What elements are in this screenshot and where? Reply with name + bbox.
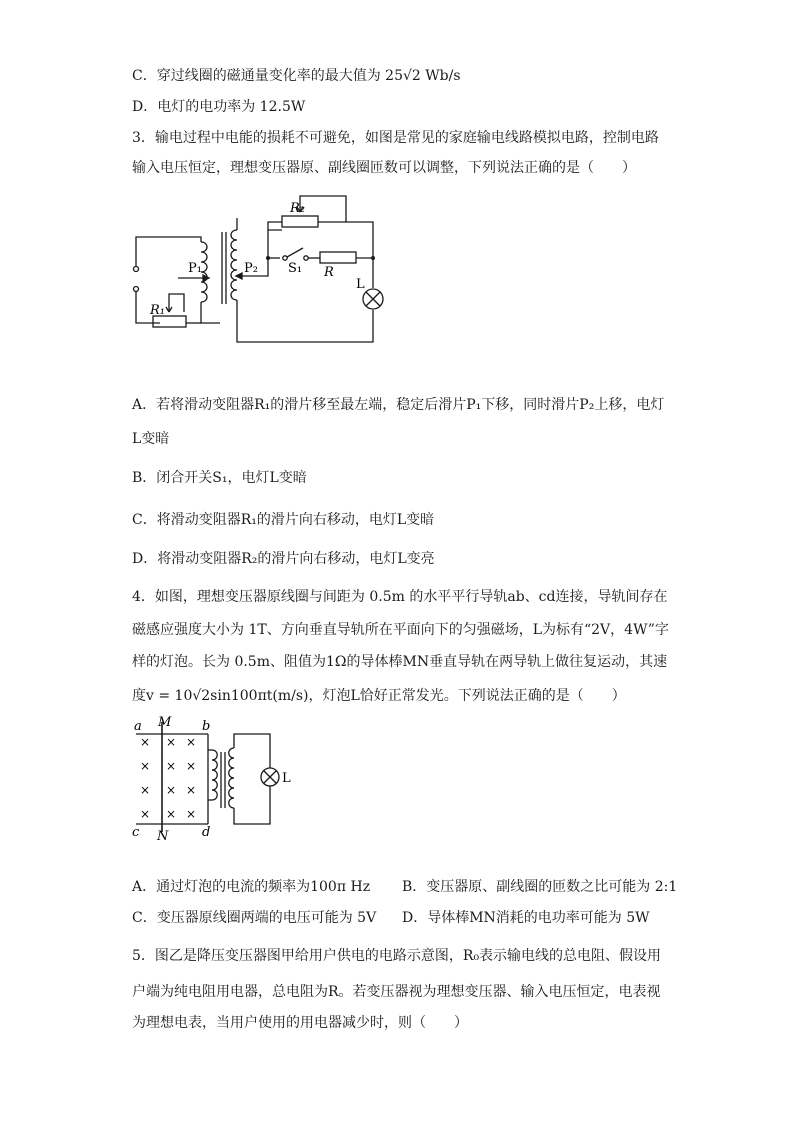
q3-option-a-line1: A．若将滑动变阻器R₁的滑片移至最左端，稳定后滑片P₁下移，同时滑片P₂上移，电灯	[132, 397, 665, 413]
q4-options-row1	[132, 877, 678, 897]
field-cross: ×	[186, 759, 197, 773]
q3-option-d: D．将滑动变阻器R₂的滑片向右移动，电灯L变亮	[132, 551, 435, 567]
q3-option-a-line2: L变暗	[132, 431, 170, 447]
label-lamp-2: L	[282, 771, 291, 786]
field-cross: ×	[166, 783, 177, 797]
field-cross: ×	[166, 735, 177, 749]
rail-transformer-diagram-q4	[126, 712, 291, 846]
label-m: M	[158, 715, 172, 730]
label-s1: S₁	[288, 261, 303, 276]
question-4-stem-line4: 度v = 10√2sin100πt(m/s)，灯泡L恰好正常发光。下列说法正确的是（ ）	[132, 688, 626, 704]
label-r2: R₂	[290, 201, 305, 216]
field-cross: ×	[140, 807, 151, 821]
q3-option-c: C．将滑动变阻器R₁的滑片向右移动，电灯L变暗	[132, 512, 435, 528]
label-r: R	[324, 265, 334, 280]
question-4-stem-line1: 4．如图，理想变压器原线圈与间距为 0.5m 的水平平行导轨ab、cd连接，导轨间存在	[132, 589, 668, 605]
field-cross: ×	[186, 735, 197, 749]
question-5-stem-line1: 5．图乙是降压变压器图甲给用户供电的电路示意图，R₀表示输电线的总电阻、假设用	[132, 948, 662, 964]
q4-options-row2	[132, 908, 672, 928]
question-5-stem-line3: 为理想电表，当用户使用的用电器减少时，则（ ）	[132, 1015, 468, 1031]
question-3-stem-line2: 输入电压恒定，理想变压器原、副线圈匝数可以调整，下列说法正确的是（ ）	[132, 160, 636, 176]
option-d-previous: D．电灯的电功率为 12.5W	[132, 99, 306, 115]
field-cross: ×	[186, 783, 197, 797]
q4-option-b: B．变压器原、副线圈的匝数之比可能为 2:1	[402, 879, 678, 895]
question-4-stem-line2: 磁感应强度大小为 1T、方向垂直导轨所在平面向下的匀强磁场，L为标有“2V，4W”字	[132, 622, 669, 638]
q4-option-c: C．变压器原线圈两端的电压可能为 5V	[132, 910, 377, 926]
label-lamp: L	[356, 277, 365, 292]
label-p2: P₂	[244, 261, 258, 276]
label-r1: R₁	[150, 303, 165, 318]
field-cross: ×	[140, 783, 151, 797]
field-cross: ×	[186, 807, 197, 821]
label-d: d	[202, 825, 211, 840]
field-cross: ×	[166, 759, 177, 773]
field-cross: ×	[166, 807, 177, 821]
question-5-stem-line2: 户端为纯电阻用电器，总电阻为R。若变压器视为理想变压器、输入电压恒定，电表视	[132, 984, 661, 1000]
field-cross: ×	[140, 735, 151, 749]
q3-option-b: B．闭合开关S₁，电灯L变暗	[132, 470, 307, 486]
question-4-stem-line3: 样的灯泡。长为 0.5m、阻值为1Ω的导体棒MN垂直导轨在两导轨上做往复运动，其速	[132, 654, 668, 670]
option-c-previous: C．穿过线圈的磁通量变化率的最大值为 25√2 Wb/s	[132, 68, 461, 84]
label-b: b	[202, 719, 211, 734]
q4-option-a: A．通过灯泡的电流的频率为100π Hz	[132, 879, 371, 895]
label-c: c	[132, 825, 140, 840]
label-a: a	[134, 719, 142, 734]
circuit-diagram-q3	[120, 190, 400, 350]
label-p1: P₁	[188, 261, 202, 276]
field-cross: ×	[140, 759, 151, 773]
question-3-stem-line1: 3．输电过程中电能的损耗不可避免，如图是常见的家庭输电线路模拟电路，控制电路	[132, 130, 659, 146]
label-n: N	[157, 829, 169, 844]
q4-option-d: D．导体棒MN消耗的电功率可能为 5W	[402, 910, 650, 926]
